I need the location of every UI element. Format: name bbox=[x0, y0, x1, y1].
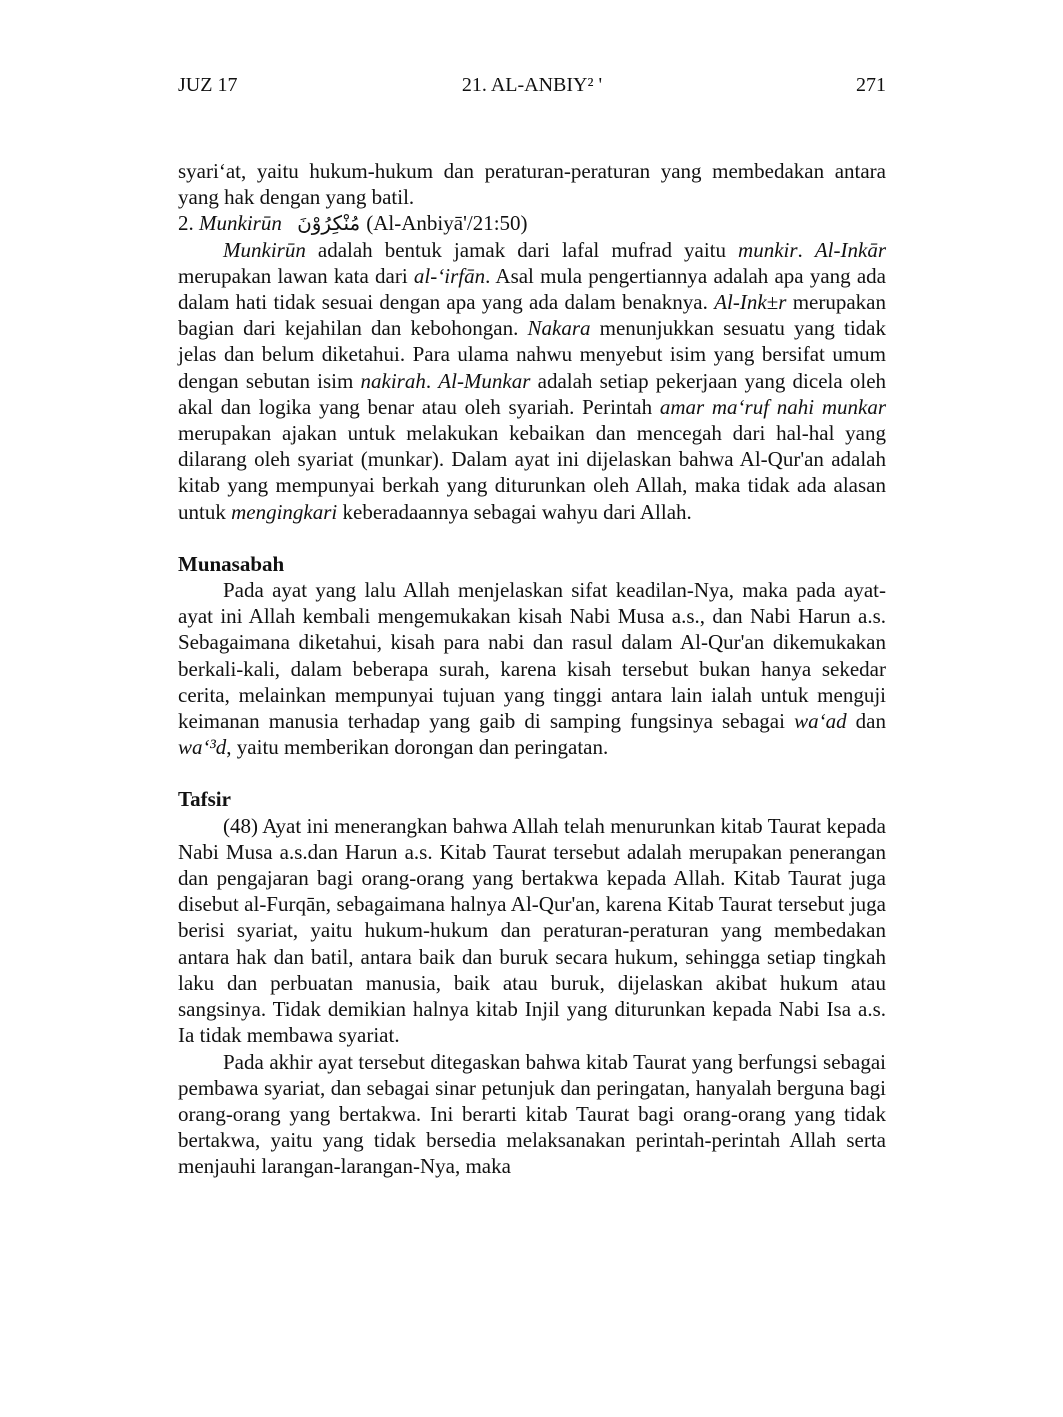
tafsir-paragraph-2: Pada akhir ayat tersebut ditegaskan bahwa kitab Taurat yang berfungsi sebagai pembawa syariat, dan sebagai sinar petunjuk dan peringatan, hanyalah berguna bagi orang-orang yang bertakwa. Ini berarti kitab Taurat bagi orang-orang yang tidak bertakwa, yaitu yang tidak bersedia melaksanakan perintah-perintah Allah serta menjauhi larangan-larangan-Nya, maka bbox=[178, 1049, 886, 1179]
text-run: . bbox=[797, 237, 815, 262]
continued-paragraph: syari‘at, yaitu hukum-hukum dan peraturan-peraturan yang membedakan antara yang hak dengan yang batil. bbox=[178, 159, 886, 210]
spacer bbox=[178, 760, 886, 786]
text-run: , yaitu memberikan dorongan dan peringatan. bbox=[226, 735, 609, 760]
italic-term: Munkirūn bbox=[223, 237, 306, 262]
text-run: adalah setiap pekerjaan yang dicela oleh akal dan logika yang benar atau oleh syariah. Perintah bbox=[178, 368, 887, 419]
munasabah-paragraph bbox=[178, 577, 886, 760]
term-arabic: مُنْكِرُوْنَ bbox=[297, 211, 361, 236]
italic-term: Al-Munkar bbox=[438, 368, 531, 393]
italic-term: Nakara bbox=[527, 316, 591, 341]
running-header bbox=[178, 74, 886, 102]
page-body bbox=[178, 158, 886, 1180]
term-word: Munkirūn bbox=[199, 211, 282, 236]
spacer bbox=[178, 525, 886, 551]
italic-term: Al-Ink±r bbox=[714, 290, 787, 315]
text-run: Pada ayat yang lalu Allah menjelaskan sifat keadilan-Nya, maka pada ayat-ayat ini Allah kembali mengemukakan kisah Nabi Musa a.s., dan Nabi Harun a.s. Sebagaimana diketahui, kisah para nabi dan rasul dalam Al-Qur'an dikemukakan berkali-kali, dalam beberapa surah, karena kisah tersebut bukan hanya sekedar cerita, melainkan mempunyai tujuan yang tinggi antara lain ialah untuk menguji keimanan manusia terhadap yang gaib di samping fungsinya sebagai bbox=[178, 578, 886, 734]
italic-term: munkir bbox=[738, 237, 798, 262]
vocabulary-term bbox=[178, 210, 886, 236]
text-run: adalah bentuk jamak dari lafal mufrad yaitu bbox=[305, 237, 739, 262]
text-run: merupakan lawan kata dari bbox=[178, 263, 414, 288]
italic-term: Al-Inkār bbox=[814, 237, 886, 262]
tafsir-paragraph-1: (48) Ayat ini menerangkan bahwa Allah telah menurunkan kitab Taurat kepada Nabi Musa a.s.dan Harun a.s. Kitab Taurat tersebut adalah merupakan penerangan dan pengajaran bagi orang-orang yang bertakwa kepada Allah. Kitab Taurat juga disebut al-Furqān, sebagaimana halnya Al-Qur'an, karena Kitab Taurat tersebut juga berisi syariat, yaitu hukum-hukum dan peraturan-peraturan yang membedakan antara hak dan batil, antara baik dan buruk secara hukum, sehingga setiap tingkah laku dan perbuatan manusia, baik atau buruk, dijelaskan akibat hukum atau sangsinya. Tidak demikian halnya kitab Injil yang diturunkan kepada Nabi Isa a.s. Ia tidak membawa syariat. bbox=[178, 813, 886, 1048]
italic-term: mengingkari bbox=[231, 499, 338, 524]
text-run: . bbox=[425, 368, 439, 393]
text-run: merupakan bagian dari kejahilan dan kebohongan. bbox=[178, 290, 886, 341]
italic-term: amar ma‘ruf nahi munkar bbox=[659, 394, 886, 419]
heading-munasabah: Munasabah bbox=[178, 551, 285, 576]
header-juz: JUZ 17 bbox=[178, 74, 238, 96]
text-run: . Asal mula pengertiannya adalah apa yang ada dalam hati tidak sesuai dengan apa yang ada dalam benaknya. bbox=[178, 263, 887, 315]
text-run: menunjukkan sesuatu yang tidak jelas dan belum diketahui. Para ulama nahwu menyebut isim yang bersifat umum dengan sebutan isim bbox=[178, 316, 886, 393]
italic-term: wa‘³d bbox=[178, 735, 227, 760]
text-run: merupakan ajakan untuk melakukan kebaikan dan mencegah dari hal-hal yang dilarang oleh syariat (munkar). Dalam ayat ini dijelaskan bahwa Al-Qur'an adalah kitab yang mempunyai berkah yang diturunkan oleh Allah, maka tidak ada alasan untuk bbox=[178, 421, 886, 524]
term-number: 2. bbox=[178, 211, 194, 236]
heading-tafsir: Tafsir bbox=[178, 787, 231, 812]
italic-term: nakirah bbox=[360, 368, 426, 393]
term-reference: (Al-Anbiyā'/21:50) bbox=[366, 211, 528, 236]
italic-term: al-‘irfān bbox=[413, 263, 486, 288]
text-run: dan bbox=[846, 709, 886, 734]
text-run: keberadaannya sebagai wahyu dari Allah. bbox=[337, 499, 692, 524]
term-explanation bbox=[178, 237, 886, 525]
header-surah: 21. AL-ANBIY² ' bbox=[461, 74, 603, 96]
page-number: 271 bbox=[856, 74, 886, 96]
italic-term: wa‘ad bbox=[794, 709, 847, 734]
